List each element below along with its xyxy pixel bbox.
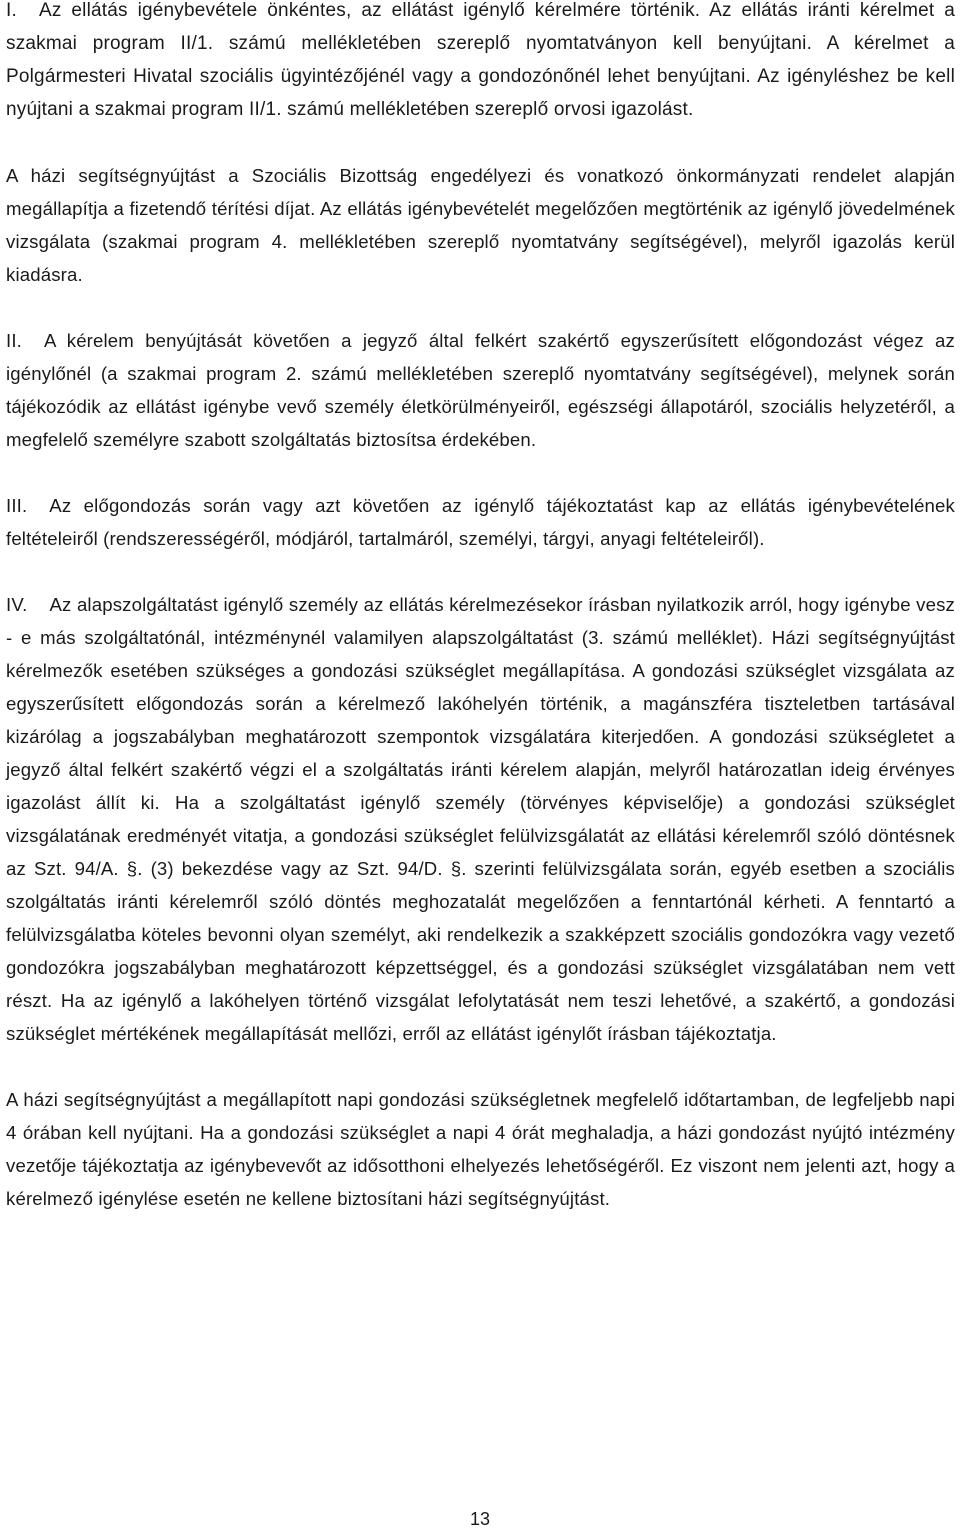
section-iv-paragraph (6, 588, 955, 1050)
napi-ora-text: A házi segítségnyújtást a megállapított napi gondozási szükségletnek megfelelő időtartamban, de legfeljebb napi 4 órában kell nyújtani. Ha a gondozási szükséglet a napi 4 órát meghaladja, a házi gondozást nyújtó intézmény vezetője tájékoztatja az igénybevevőt az idősotthoni elhelyezés lehetőségéről. Ez viszont nem jelenti azt, hogy a kérelmező igénylése esetén ne kellene biztosítani házi segítségnyújtást. (6, 1089, 955, 1209)
paragraph-gap (6, 456, 955, 489)
section-i-marker: I. (6, 0, 17, 21)
section-iv-text: Az alapszolgáltatást igénylő személy az ellátás kérelmezésekor írásban nyilatkozik arról, hogy igénybe vesz - e más szolgáltatónál, intézménynél valamilyen alapszolgáltatást (3. számú melléklet). Házi segítségnyújtást kérelmezők esetében szükséges a gondozási szükséglet megállapítása. A gondozási szükséglet vizsgálata az egyszerűsített előgondozás során a kérelmező lakóhelyén történik, a magánszféra tiszteletben tartásával kizárólag a jogszabályban meghatározott szempontok vizsgálatára kiterjedően. A gondozási szükségletet a jegyző által felkért szakértő végzi el a szolgáltatás iránti kérelem alapján, melyről határozatlan ideig érvényes igazolást állít ki. Ha a szolgáltatást igénylő személy (törvényes képviselője) a gondozási szükséglet vizsgálatának eredményét vitatja, a gondozási szükséglet felülvizsgálatát az ellátási kérelemről szóló döntésnek az Szt. 94/A. §. (3) bekezdése vagy az Szt. 94/D. §. szerinti felülvizsgálata során, egyéb esetben a szociális szolgáltatás iránti kérelemről szóló döntés meghozatalát megelőzően a fenntartónál kérheti. A fenntartó a felülvizsgálatba köteles bevonni olyan személyt, aki rendelkezik a szakképzett szociális gondozókra vagy vezető gondozókra jogszabályban meghatározott képzettséggel, és a gondozási szükséglet vizsgálatában nem vett részt. Ha az igénylő a lakóhelyen történő vizsgálat lefolytatását nem teszi lehetővé, a szakértő, a gondozási szükséglet mértékének megállapítását mellőzi, erről az ellátást igénylőt írásban tájékoztatja. (6, 594, 955, 1044)
section-iii-paragraph (6, 489, 955, 555)
section-i-paragraph (6, 0, 955, 126)
document-page (6, 0, 955, 1215)
bizottsag-paragraph (6, 159, 955, 291)
paragraph-gap (6, 1050, 955, 1083)
section-i-text: Az ellátás igénybevétele önkéntes, az ellátást igénylő kérelmére történik. Az ellátás iránti kérelmet a szakmai program II/1. számú mellékletében szereplő nyomtatványon kell benyújtani. A kérelmet a Polgármesteri Hivatal szociális ügyintézőjénél vagy a gondozónőnél lehet benyújtani. Az igényléshez be kell nyújtani a szakmai program II/1. számú mellékletében szereplő orvosi igazolást. (6, 0, 955, 120)
section-ii-paragraph (6, 324, 955, 456)
bizottsag-text: A házi segítségnyújtást a Szociális Bizottság engedélyezi és vonatkozó önkormányzati rendelet alapján megállapítja a fizetendő térítési díjat. Az ellátás igénybevételét megelőzően megtörténik az igénylő jövedelmének vizsgálata (szakmai program 4. mellékletében szereplő nyomtatvány segítségével), melyről igazolás kerül kiadásra. (6, 165, 955, 285)
section-ii-text: A kérelem benyújtását követően a jegyző által felkért szakértő egyszerűsített előgondozást végez az igénylőnél (a szakmai program 2. számú mellékletében szereplő nyomtatvány segítségével), melynek során tájékozódik az ellátást igénybe vevő személy életkörülményeiről, egészségi állapotáról, szociális helyzetéről, a megfelelő személyre szabott szolgáltatás biztosítsa érdekében. (6, 330, 955, 450)
paragraph-gap (6, 291, 955, 324)
page-number: 13 (469, 1509, 491, 1529)
paragraph-gap (6, 126, 955, 159)
section-iii-text: Az előgondozás során vagy azt követően az igénylő tájékoztatást kap az ellátás igénybevételének feltételeiről (rendszerességéről, módjáról, tartalmáról, személyi, tárgyi, anyagi feltételeiről). (6, 495, 955, 549)
section-ii-marker: II. (6, 330, 22, 351)
napi-ora-paragraph (6, 1083, 955, 1215)
paragraph-gap (6, 555, 955, 588)
section-iii-marker: III. (6, 495, 28, 516)
section-iv-marker: IV. (6, 594, 28, 615)
